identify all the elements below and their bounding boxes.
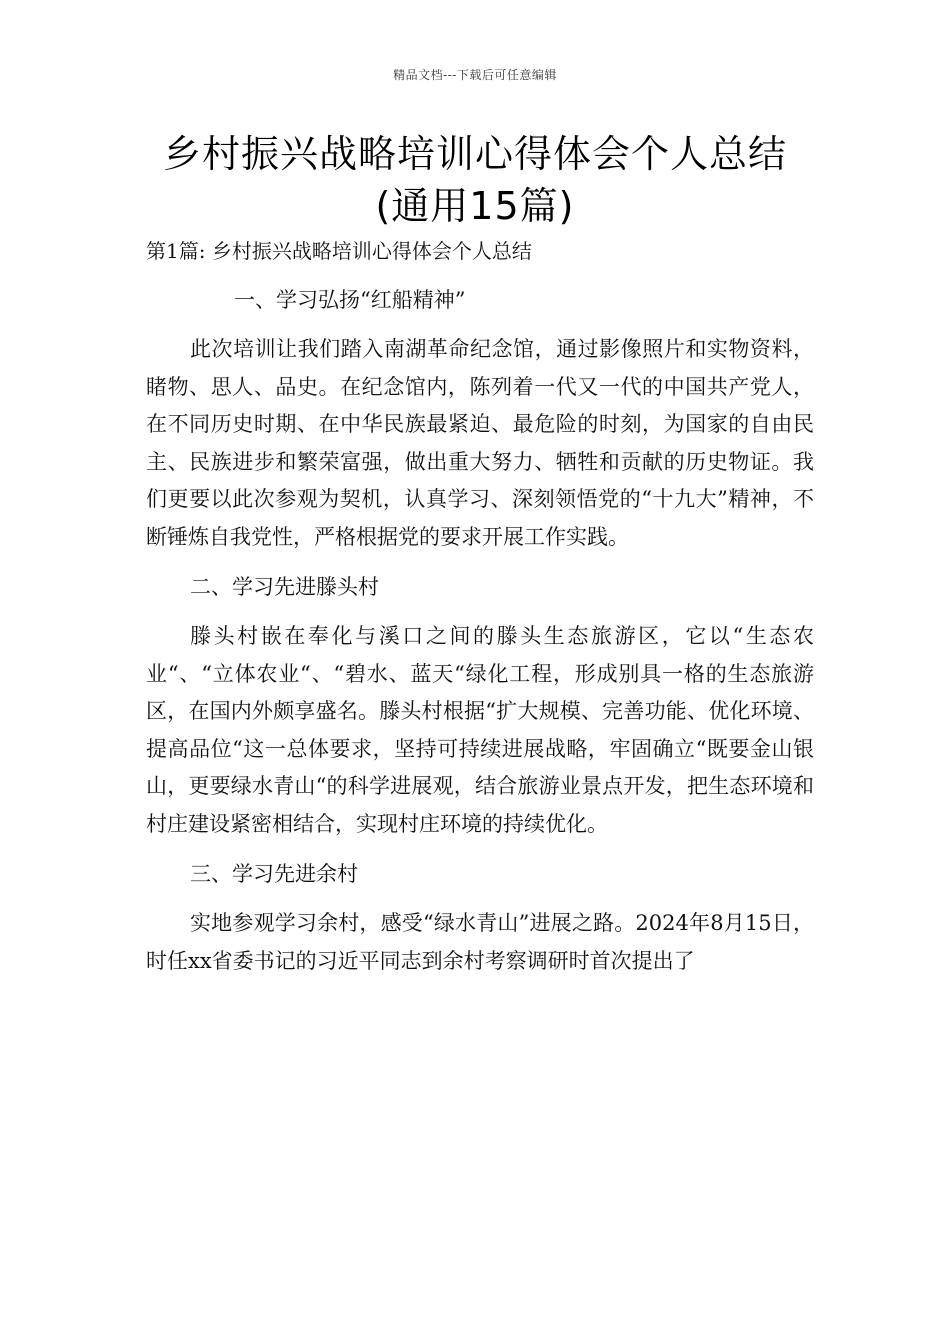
section-heading-3: 三、学习先进余村 — [190, 862, 358, 886]
document-title — [60, 128, 890, 232]
header-note: 精品文档---下载后可任意编辑 — [393, 68, 557, 82]
section-paragraph-1: 此次培训让我们踏入南湖革命纪念馆，通过影像照片和实物资料，睹物、思人、品史。在纪念馆内，陈列着一代又一代的中国共产党人，在不同历史时期、在中华民族最紧迫、最危险的时刻，为国家的自由民主、民族进步和繁荣富强，做出重大努力、牺牲和贡献的历史物证。我们更要以此次参观为契机，认真学习、深刻领悟党的“十九大”精神，不断锤炼自我党性，严格根据党的要求开展工作实践。 — [146, 337, 814, 549]
section-paragraph-3: 实地参观学习余村，感受“绿水青山”进展之路。2024年8月15日，时任xx省委书记的习近平同志到余村考察调研时首次提出了 — [146, 911, 814, 973]
section-heading-2: 二、学习先进滕头村 — [190, 575, 379, 599]
article-heading: 第1篇: 乡村振兴战略培训心得体会个人总结 — [146, 239, 532, 263]
section-paragraph-2: 滕头村嵌在奉化与溪口之间的滕头生态旅游区，它以“生态农业“、“立体农业“、“碧水、蓝天“绿化工程，形成别具一格的生态旅游区，在国内外颇享盛名。滕头村根据“扩大规模、完善功能、优化环境、提高品位“这一总体要求，坚持可持续进展战略，牢固确立“既要金山银山，更要绿水青山“的科学进展观，结合旅游业景点开发，把生态环境和村庄建设紧密相结合，实现村庄环境的持续优化。 — [146, 624, 814, 836]
title-line-2: (通用15篇) — [375, 184, 575, 228]
document-body — [146, 232, 814, 993]
title-line-1: 乡村振兴战略培训心得体会个人总结 — [162, 132, 787, 176]
section-heading-1: 一、学习弘扬“红船精神” — [234, 288, 466, 312]
